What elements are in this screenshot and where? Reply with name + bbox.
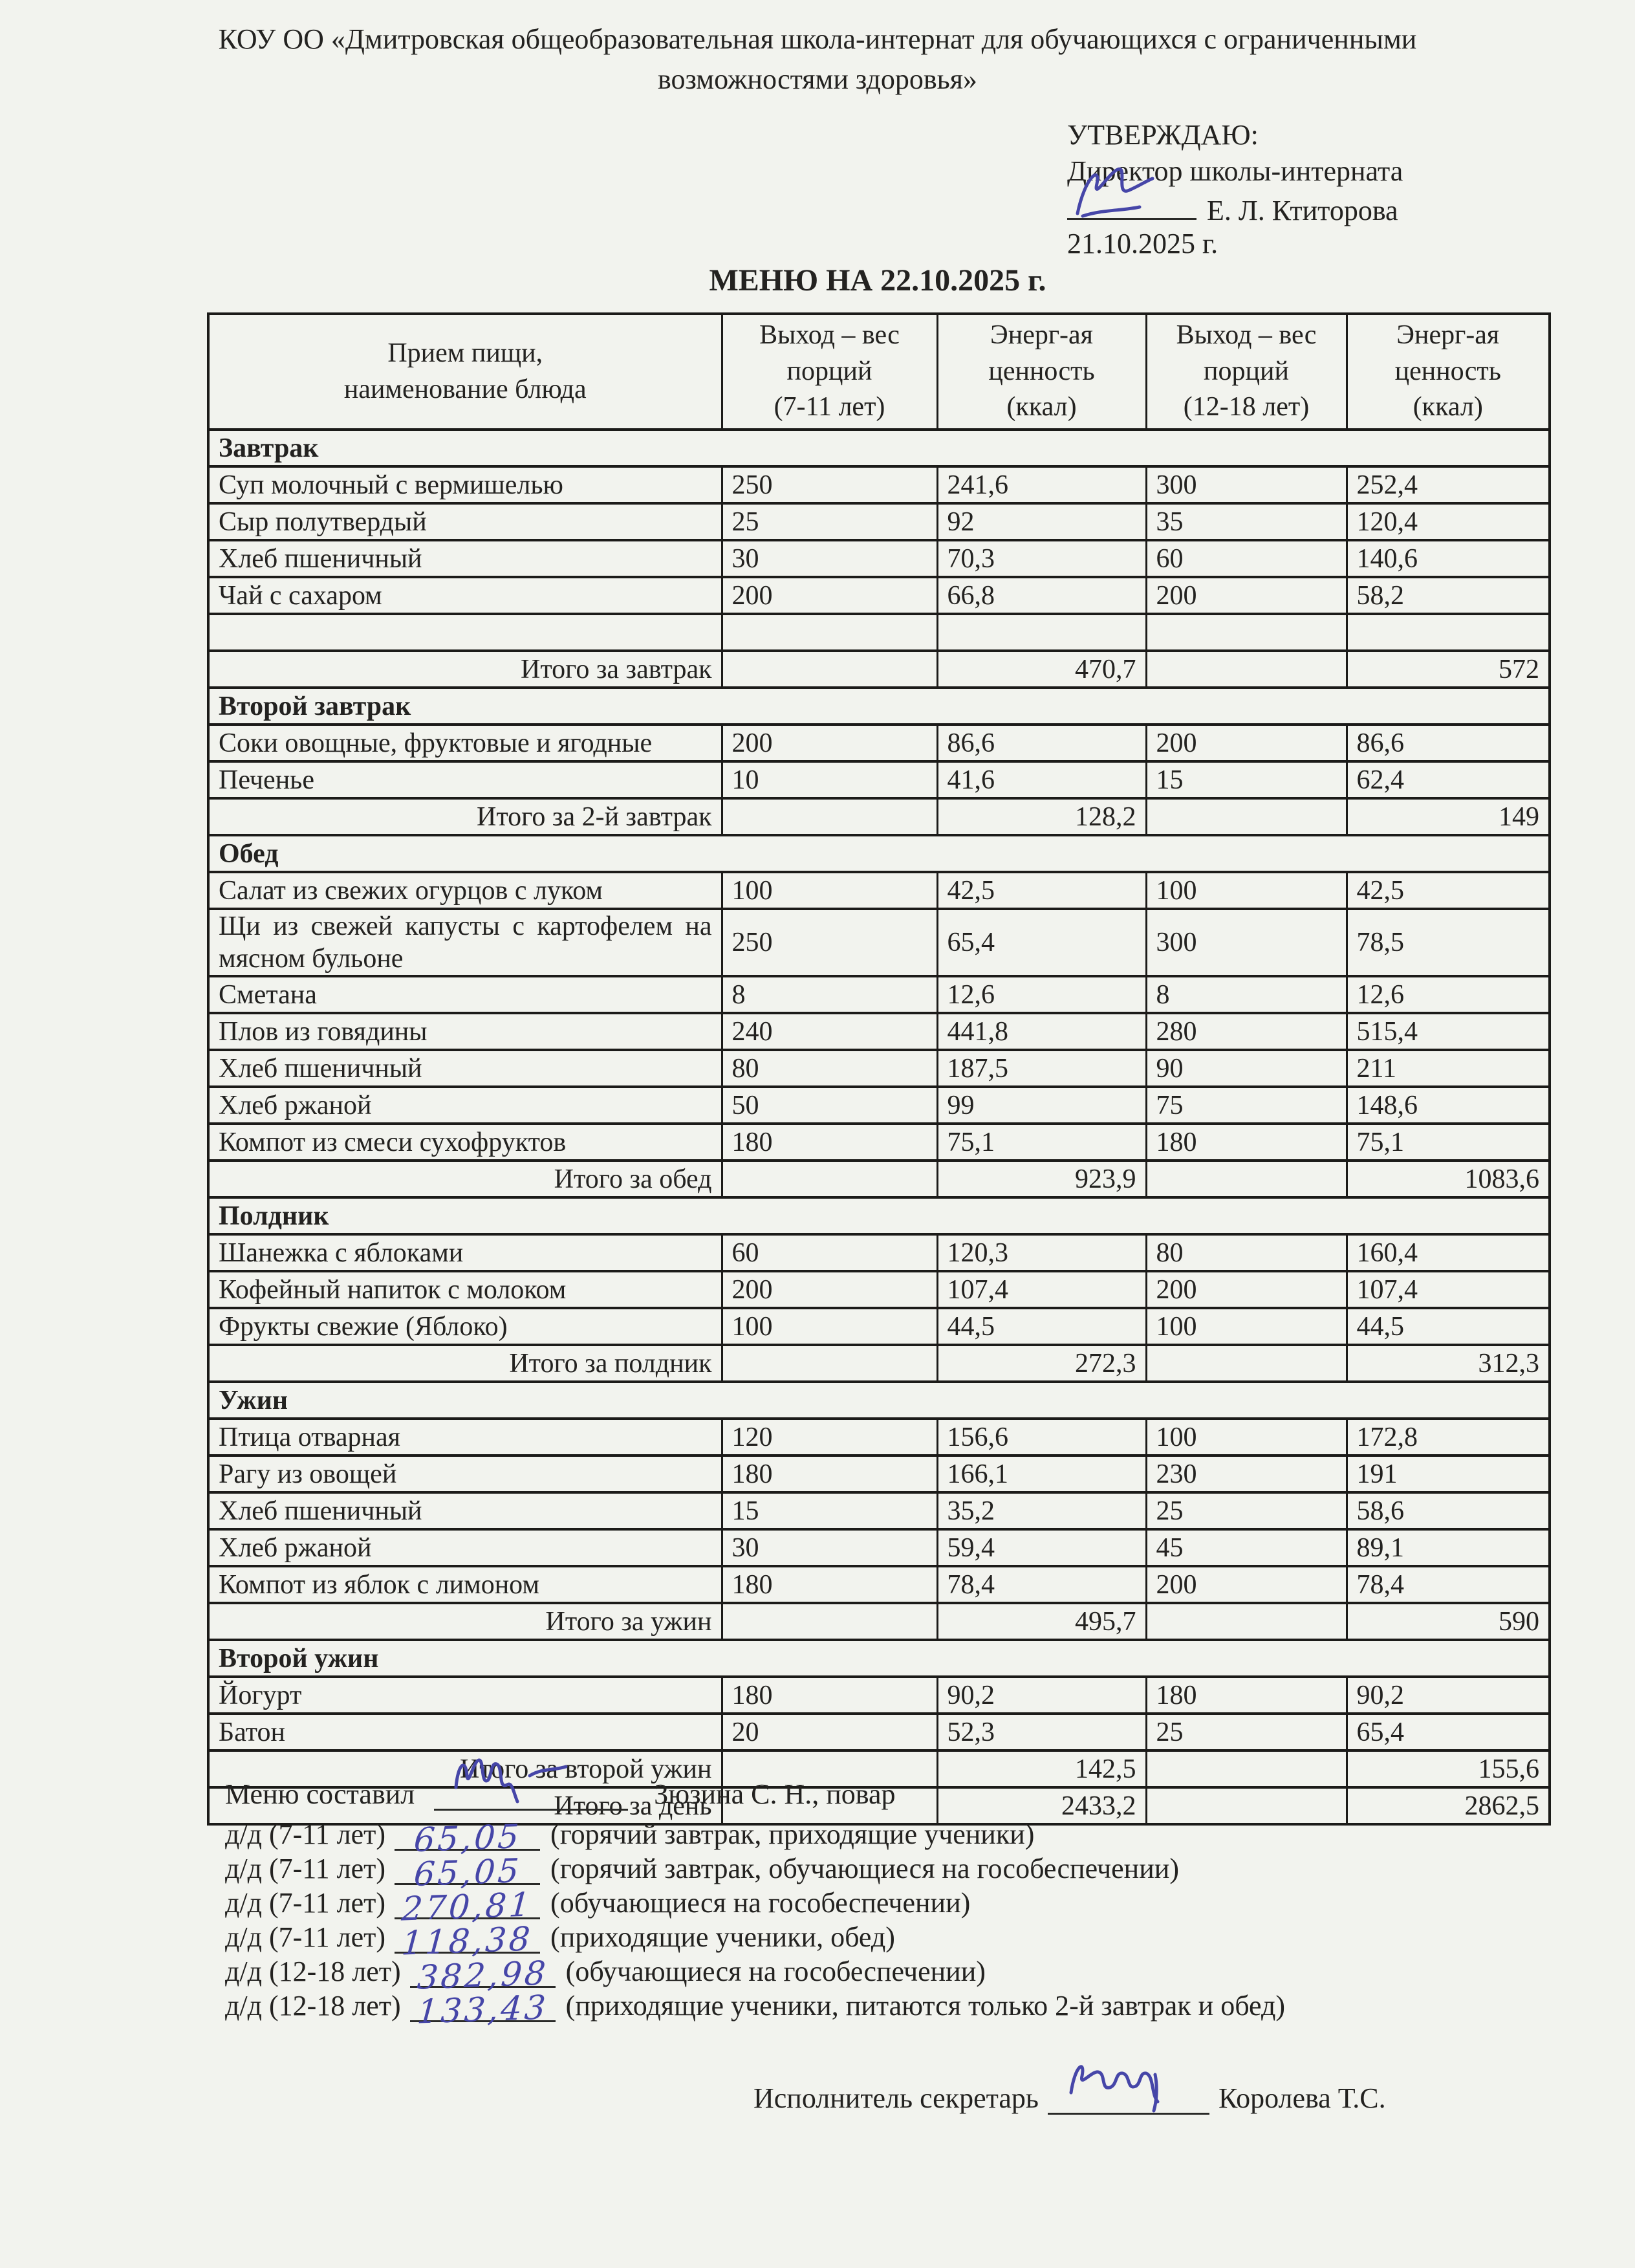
- col-header-line: (12-18 лет): [1183, 392, 1310, 422]
- total-value-7-11: 495,7: [937, 1603, 1146, 1640]
- dish-value: 65,4: [937, 909, 1146, 976]
- dish-value: 240: [722, 1013, 937, 1050]
- total-value-7-11: 923,9: [937, 1161, 1146, 1197]
- section-label: Обед: [208, 835, 1550, 872]
- empty-cell: [208, 614, 722, 651]
- dish-name: Плов из говядины: [208, 1013, 722, 1050]
- dish-value: 80: [722, 1050, 937, 1087]
- menu-section-row: [208, 688, 1550, 725]
- approval-signature-line: [1067, 190, 1403, 226]
- footer-block: [225, 1778, 1285, 2032]
- dish-value: 187,5: [937, 1050, 1146, 1087]
- dish-value: 25: [1146, 1714, 1347, 1750]
- total-value-12-18: 312,3: [1347, 1345, 1550, 1382]
- dish-value: 100: [722, 1308, 937, 1345]
- dish-value: 107,4: [1347, 1271, 1550, 1308]
- total-value-7-11: 470,7: [937, 651, 1146, 688]
- dish-value: 180: [722, 1566, 937, 1603]
- dish-name: Суп молочный с вермишелью: [208, 466, 722, 503]
- dish-value: 180: [722, 1124, 937, 1161]
- dish-value: 25: [722, 503, 937, 540]
- org-name-line1: КОУ ОО «Дмитровская общеобразовательная школа-интернат для обучающихся с ограниченными: [218, 23, 1417, 55]
- empty-cell: [1146, 798, 1347, 835]
- dish-value: 60: [1146, 540, 1347, 577]
- menu-dish-row: [208, 909, 1550, 976]
- dish-value: 200: [722, 725, 937, 761]
- dish-value: 166,1: [937, 1456, 1146, 1492]
- total-value-7-11: 2433,2: [937, 1787, 1146, 1824]
- total-value-7-11: 272,3: [937, 1345, 1146, 1382]
- allowance-handwritten-value: 133,43: [415, 1989, 550, 2032]
- allowance-handwritten-value: 65,05: [412, 1852, 523, 1894]
- org-name: [0, 19, 1635, 100]
- approval-position: Директор школы-интерната: [1067, 155, 1403, 187]
- director-signature-line: [1067, 190, 1196, 220]
- menu-dish-row: [208, 1566, 1550, 1603]
- menu-dish-row: [208, 1124, 1550, 1161]
- dish-value: 515,4: [1347, 1013, 1550, 1050]
- empty-cell: [722, 614, 937, 651]
- allowance-value-line: [395, 1852, 540, 1894]
- org-name-line2: возможностями здоровья»: [658, 63, 977, 96]
- dish-value: 200: [1146, 725, 1347, 761]
- col-header-line: Выход – вес: [759, 320, 900, 350]
- dish-value: 30: [722, 1529, 937, 1566]
- col-header-line: ценность: [1394, 356, 1501, 386]
- allowance-handwritten-value: 270,81: [400, 1886, 534, 1929]
- dish-value: 99: [937, 1087, 1146, 1124]
- dish-name: Хлеб ржаной: [208, 1529, 722, 1566]
- dish-value: 280: [1146, 1013, 1347, 1050]
- total-label: Итого за второй ужин: [208, 1750, 722, 1787]
- dish-name: Хлеб пшеничный: [208, 540, 722, 577]
- total-value-12-18: 1083,6: [1347, 1161, 1550, 1197]
- dish-name: Хлеб пшеничный: [208, 1050, 722, 1087]
- column-header-weight-12-18: [1146, 314, 1347, 430]
- menu-total-row: [208, 651, 1550, 688]
- menu-total-row: [208, 1603, 1550, 1640]
- dish-value: 65,4: [1347, 1714, 1550, 1750]
- dish-value: 50: [722, 1087, 937, 1124]
- menu-dish-row: [208, 761, 1550, 798]
- dish-value: 250: [722, 909, 937, 976]
- dish-value: 70,3: [937, 540, 1146, 577]
- total-label: Итого за ужин: [208, 1603, 722, 1640]
- total-value-12-18: 155,6: [1347, 1750, 1550, 1787]
- col-header-line: Выход – вес: [1176, 320, 1317, 350]
- allowance-note: (обучающиеся на гособеспечении): [565, 1956, 986, 1987]
- allowance-note: (горячий завтрак, приходящие ученики): [550, 1818, 1035, 1850]
- menu-dish-row: [208, 466, 1550, 503]
- dish-value: 180: [1146, 1677, 1347, 1714]
- menu-dish-row: [208, 1234, 1550, 1271]
- dish-name: Батон: [208, 1714, 722, 1750]
- allowance-label: д/д (12-18 лет): [225, 1956, 401, 1987]
- dish-value: 15: [722, 1492, 937, 1529]
- dish-value: 25: [1146, 1492, 1347, 1529]
- dish-name: Печенье: [208, 761, 722, 798]
- dish-value: 200: [722, 577, 937, 614]
- empty-cell: [722, 1603, 937, 1640]
- allowance-value-line: [395, 1886, 540, 1929]
- menu-title: МЕНЮ НА 22.10.2025 г.: [709, 263, 1046, 298]
- total-label: Итого за обед: [208, 1161, 722, 1197]
- header-row: [208, 314, 1550, 430]
- col-header-line: ценность: [988, 356, 1095, 386]
- dish-name: Фрукты свежие (Яблоко): [208, 1308, 722, 1345]
- column-header-weight-7-11: [722, 314, 937, 430]
- empty-cell: [722, 1161, 937, 1197]
- empty-cell: [1146, 651, 1347, 688]
- director-signature: [1063, 157, 1173, 221]
- dish-name: Компот из яблок с лимоном: [208, 1566, 722, 1603]
- empty-cell: [1146, 614, 1347, 651]
- menu-dish-row: [208, 1677, 1550, 1714]
- allowance-line: [225, 1886, 1285, 1929]
- dish-value: 180: [722, 1456, 937, 1492]
- composed-by-label: Меню составил: [225, 1778, 415, 1810]
- dish-value: 66,8: [937, 577, 1146, 614]
- dish-value: 90,2: [937, 1677, 1146, 1714]
- secretary-signature: [1061, 2051, 1190, 2116]
- dish-value: 252,4: [1347, 466, 1550, 503]
- menu-dish-row: [208, 1271, 1550, 1308]
- dish-value: 90,2: [1347, 1677, 1550, 1714]
- menu-section-row: [208, 1197, 1550, 1234]
- menu-dish-row: [208, 1419, 1550, 1456]
- menu-dish-row: [208, 1456, 1550, 1492]
- allowance-note: (горячий завтрак, обучающиеся на гособеспечении): [550, 1853, 1179, 1884]
- dish-value: 300: [1146, 909, 1347, 976]
- dish-name: Компот из смеси сухофруктов: [208, 1124, 722, 1161]
- dish-value: 45: [1146, 1529, 1347, 1566]
- dish-value: 75,1: [937, 1124, 1146, 1161]
- menu-total-row: [208, 1161, 1550, 1197]
- dish-value: 200: [1146, 577, 1347, 614]
- dish-value: 160,4: [1347, 1234, 1550, 1271]
- menu-dish-row: [208, 577, 1550, 614]
- dish-value: 35,2: [937, 1492, 1146, 1529]
- dish-value: 140,6: [1347, 540, 1550, 577]
- cook-signature: [447, 1747, 596, 1805]
- col-header-line: (ккал): [1006, 392, 1077, 422]
- menu-section-row: [208, 1640, 1550, 1677]
- menu-total-row: [208, 798, 1550, 835]
- dish-value: 15: [1146, 761, 1347, 798]
- total-value-12-18: 590: [1347, 1603, 1550, 1640]
- dish-name: Щи из свежей капусты с картофелем на мясном бульоне: [208, 909, 722, 976]
- dish-value: 120,4: [1347, 503, 1550, 540]
- section-label: Ужин: [208, 1382, 1550, 1419]
- dish-name: Хлеб ржаной: [208, 1087, 722, 1124]
- empty-cell: [1146, 1603, 1347, 1640]
- total-label: Итого за 2-й завтрак: [208, 798, 722, 835]
- dish-value: 12,6: [1347, 976, 1550, 1013]
- section-label: Завтрак: [208, 430, 1550, 466]
- dish-name: Соки овощные, фруктовые и ягодные: [208, 725, 722, 761]
- dish-name: Рагу из овощей: [208, 1456, 722, 1492]
- empty-cell: [1146, 1161, 1347, 1197]
- menu-dish-row: [208, 1050, 1550, 1087]
- dish-value: 300: [1146, 466, 1347, 503]
- executor-label: Исполнитель секретарь: [753, 2082, 1039, 2114]
- allowance-value-line: [395, 1818, 540, 1860]
- allowance-line: [225, 1989, 1285, 2032]
- section-label: Второй ужин: [208, 1640, 1550, 1677]
- dish-value: 172,8: [1347, 1419, 1550, 1456]
- menu-total-row: [208, 1345, 1550, 1382]
- empty-cell: [722, 1345, 937, 1382]
- allowance-value-line: [410, 1989, 556, 2032]
- dish-value: 92: [937, 503, 1146, 540]
- section-label: Второй завтрак: [208, 688, 1550, 725]
- dish-value: 180: [722, 1677, 937, 1714]
- col-header-line: (7-11 лет): [774, 392, 885, 422]
- col-header-line: наименование блюда: [343, 374, 587, 404]
- dish-value: 58,2: [1347, 577, 1550, 614]
- dish-name: Шанежка с яблоками: [208, 1234, 722, 1271]
- dish-value: 100: [1146, 1419, 1347, 1456]
- dish-value: 107,4: [937, 1271, 1146, 1308]
- dish-value: 41,6: [937, 761, 1146, 798]
- dish-value: 80: [1146, 1234, 1347, 1271]
- total-value-12-18: 2862,5: [1347, 1787, 1550, 1824]
- allowance-label: д/д (12-18 лет): [225, 1990, 401, 2022]
- col-header-line: Прием пищи,: [387, 338, 543, 368]
- approval-name: Е. Л. Ктиторова: [1207, 195, 1398, 226]
- dish-value: 30: [722, 540, 937, 577]
- dish-value: 200: [722, 1271, 937, 1308]
- allowance-value-line: [410, 1954, 556, 1998]
- menu-dish-row: [208, 1714, 1550, 1750]
- menu-table-body: [208, 430, 1550, 1824]
- executor-line: [753, 2082, 1386, 2115]
- menu-dish-row: [208, 725, 1550, 761]
- dish-value: 211: [1347, 1050, 1550, 1087]
- dish-value: 241,6: [937, 466, 1146, 503]
- dish-value: 78,5: [1347, 909, 1550, 976]
- dish-value: 230: [1146, 1456, 1347, 1492]
- dish-value: 60: [722, 1234, 937, 1271]
- executor-name: Королева Т.С.: [1218, 2082, 1386, 2114]
- dish-name: Сыр полутвердый: [208, 503, 722, 540]
- dish-value: 191: [1347, 1456, 1550, 1492]
- approval-block: [1067, 118, 1403, 263]
- column-header-energy-12-18: [1347, 314, 1550, 430]
- dish-value: 148,6: [1347, 1087, 1550, 1124]
- allowance-note: (приходящие ученики, питаются только 2-й завтрак и обед): [565, 1990, 1285, 2022]
- allowance-line: [225, 1818, 1285, 1860]
- dish-value: 200: [1146, 1271, 1347, 1308]
- dish-name: Кофейный напиток с молоком: [208, 1271, 722, 1308]
- dish-value: 8: [1146, 976, 1347, 1013]
- allowance-value-line: [395, 1920, 540, 1963]
- allowance-line: [225, 1954, 1285, 1998]
- dish-value: 75: [1146, 1087, 1347, 1124]
- dish-value: 10: [722, 761, 937, 798]
- approval-heading: УТВЕРЖДАЮ:: [1067, 119, 1259, 151]
- allowance-label: д/д (7-11 лет): [225, 1853, 386, 1884]
- dish-value: 78,4: [937, 1566, 1146, 1603]
- dish-value: 100: [1146, 1308, 1347, 1345]
- empty-cell: [1146, 1345, 1347, 1382]
- menu-empty-row: [208, 614, 1550, 651]
- col-header-line: (ккал): [1413, 392, 1483, 422]
- menu-dish-row: [208, 503, 1550, 540]
- dish-value: 86,6: [937, 725, 1146, 761]
- dish-value: 44,5: [937, 1308, 1146, 1345]
- col-header-line: порций: [1204, 356, 1289, 386]
- menu-dish-row: [208, 976, 1550, 1013]
- composed-by-line: [225, 1778, 1285, 1818]
- total-value-12-18: 149: [1347, 798, 1550, 835]
- allowance-lines: [225, 1818, 1285, 2032]
- total-label: Итого за полдник: [208, 1345, 722, 1382]
- dish-value: 62,4: [1347, 761, 1550, 798]
- empty-cell: [722, 798, 937, 835]
- allowance-handwritten-value: 382,98: [415, 1954, 550, 1998]
- menu-section-row: [208, 1382, 1550, 1419]
- allowance-note: (обучающиеся на гособеспечении): [550, 1887, 971, 1919]
- section-label: Полдник: [208, 1197, 1550, 1234]
- dish-value: 100: [1146, 872, 1347, 909]
- allowance-label: д/д (7-11 лет): [225, 1887, 386, 1919]
- dish-value: 8: [722, 976, 937, 1013]
- dish-value: 200: [1146, 1566, 1347, 1603]
- allowance-label: д/д (7-11 лет): [225, 1921, 386, 1953]
- menu-table: [207, 312, 1551, 1826]
- menu-dish-row: [208, 1087, 1550, 1124]
- composed-by-name: Зюзина С. Н., повар: [654, 1778, 896, 1810]
- allowance-handwritten-value: 65,05: [412, 1818, 523, 1860]
- dish-value: 20: [722, 1714, 937, 1750]
- dish-value: 100: [722, 872, 937, 909]
- menu-dish-row: [208, 1308, 1550, 1345]
- total-value-7-11: 142,5: [937, 1750, 1146, 1787]
- dish-value: 12,6: [937, 976, 1146, 1013]
- allowance-line: [225, 1920, 1285, 1963]
- dish-name: Чай с сахаром: [208, 577, 722, 614]
- allowance-label: д/д (7-11 лет): [225, 1818, 386, 1850]
- col-header-line: Энерг-ая: [1396, 320, 1500, 350]
- dish-value: 86,6: [1347, 725, 1550, 761]
- menu-table-header: [208, 314, 1550, 430]
- allowance-line: [225, 1852, 1285, 1894]
- allowance-note: (приходящие ученики, обед): [550, 1921, 895, 1953]
- dish-value: 42,5: [937, 872, 1146, 909]
- dish-value: 52,3: [937, 1714, 1146, 1750]
- column-header-energy-7-11: [937, 314, 1146, 430]
- secretary-signature-line: [1048, 2082, 1209, 2115]
- dish-value: 156,6: [937, 1419, 1146, 1456]
- dish-name: Сметана: [208, 976, 722, 1013]
- dish-value: 441,8: [937, 1013, 1146, 1050]
- column-header-dish: [208, 314, 722, 430]
- dish-value: 44,5: [1347, 1308, 1550, 1345]
- dish-value: 120: [722, 1419, 937, 1456]
- dish-name: Птица отварная: [208, 1419, 722, 1456]
- dish-value: 180: [1146, 1124, 1347, 1161]
- dish-value: 59,4: [937, 1529, 1146, 1566]
- allowance-handwritten-value: 118,38: [400, 1920, 534, 1963]
- col-header-line: порций: [786, 356, 872, 386]
- approval-date: 21.10.2025 г.: [1067, 228, 1218, 259]
- menu-dish-row: [208, 1013, 1550, 1050]
- dish-name: Салат из свежих огурцов с луком: [208, 872, 722, 909]
- cook-signature-line: [434, 1778, 628, 1811]
- empty-cell: [722, 651, 937, 688]
- dish-value: 78,4: [1347, 1566, 1550, 1603]
- dish-value: 75,1: [1347, 1124, 1550, 1161]
- dish-value: 250: [722, 466, 937, 503]
- dish-value: 90: [1146, 1050, 1347, 1087]
- dish-value: 42,5: [1347, 872, 1550, 909]
- dish-name: Йогурт: [208, 1677, 722, 1714]
- total-label: Итого за день: [208, 1787, 722, 1824]
- dish-value: 89,1: [1347, 1529, 1550, 1566]
- col-header-line: Энерг-ая: [990, 320, 1094, 350]
- dish-value: 35: [1146, 503, 1347, 540]
- menu-section-row: [208, 835, 1550, 872]
- empty-cell: [1347, 614, 1550, 651]
- menu-dish-row: [208, 1492, 1550, 1529]
- dish-value: 58,6: [1347, 1492, 1550, 1529]
- menu-section-row: [208, 430, 1550, 466]
- empty-cell: [937, 614, 1146, 651]
- total-label: Итого за завтрак: [208, 651, 722, 688]
- dish-name: Хлеб пшеничный: [208, 1492, 722, 1529]
- dish-value: 120,3: [937, 1234, 1146, 1271]
- total-value-7-11: 128,2: [937, 798, 1146, 835]
- total-value-12-18: 572: [1347, 651, 1550, 688]
- menu-dish-row: [208, 540, 1550, 577]
- menu-dish-row: [208, 872, 1550, 909]
- menu-dish-row: [208, 1529, 1550, 1566]
